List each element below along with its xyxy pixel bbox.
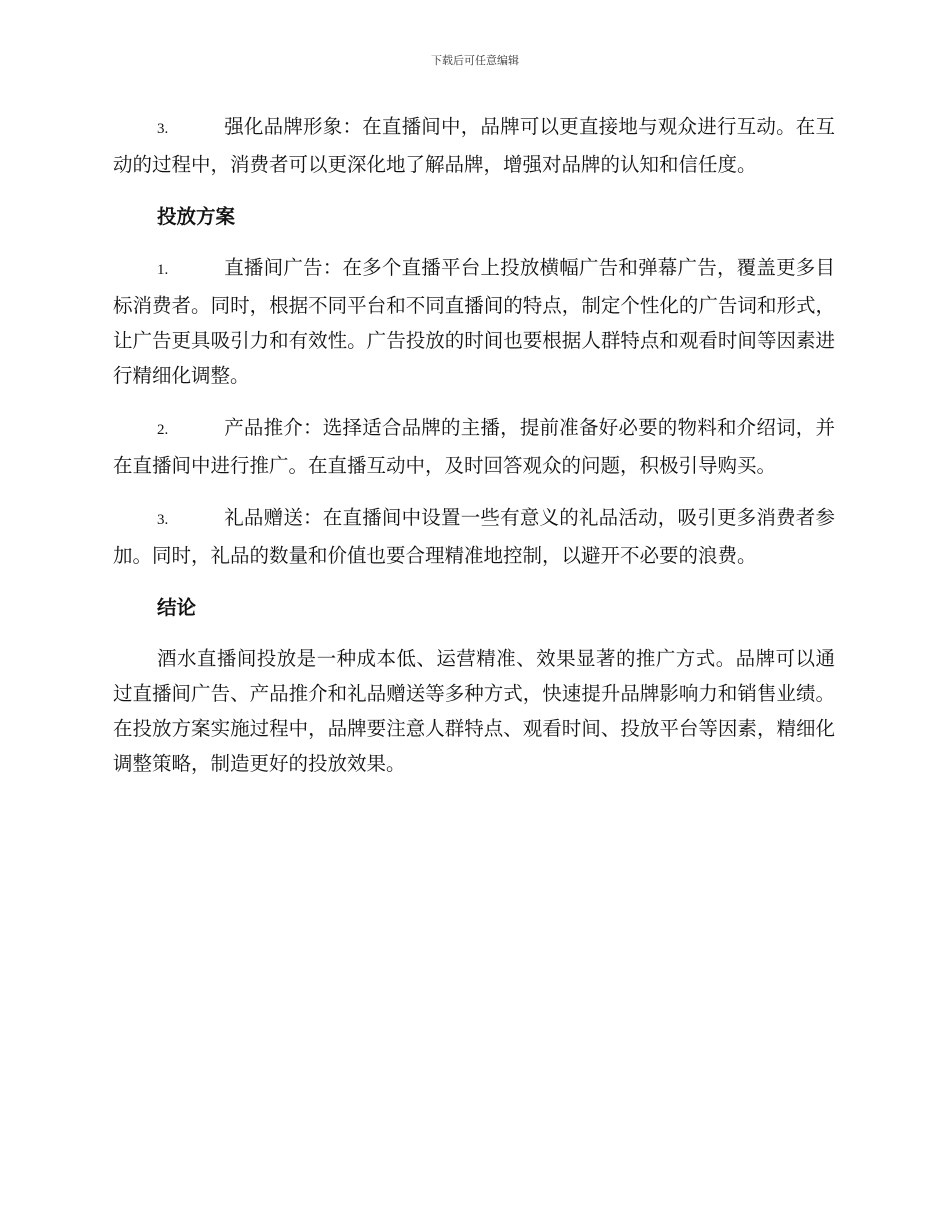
list-number: 1. <box>157 262 169 278</box>
list-item-text: 产品推介：选择适合品牌的主播，提前准备好必要的物料和介绍词，并在直播间中进行推广。在直播互动中，及时回答观众的问题，积极引导购买。 <box>113 416 835 477</box>
list-item-brand-image <box>113 109 835 182</box>
list-number: 3. <box>157 121 169 137</box>
section-heading-plan: 投放方案 <box>157 205 236 228</box>
document-body <box>113 109 835 798</box>
list-item-text: 强化品牌形象：在直播间中，品牌可以更直接地与观众进行互动。在互动的过程中，消费者可以更深化地了解品牌，增强对品牌的认知和信任度。 <box>113 115 835 176</box>
list-item-product-promo <box>113 410 835 483</box>
list-item-live-ads <box>113 250 835 393</box>
list-number: 2. <box>157 422 169 438</box>
list-item-text: 直播间广告：在多个直播平台上投放横幅广告和弹幕广告，覆盖更多目标消费者。同时，根据不同平台和不同直播间的特点，制定个性化的广告词和形式，让广告更具吸引力和有效性。广告投放的时间也要根据人群特点和观看时间等因素进行精细化调整。 <box>113 256 835 387</box>
list-number: 3. <box>157 512 169 528</box>
list-item-gift <box>113 500 835 573</box>
section-heading-conclusion: 结论 <box>157 596 197 619</box>
list-item-text: 礼品赠送：在直播间中设置一些有意义的礼品活动，吸引更多消费者参加。同时，礼品的数量和价值也要合理精准地控制，以避开不必要的浪费。 <box>113 506 835 567</box>
conclusion-paragraph: 酒水直播间投放是一种成本低、运营精准、效果显著的推广方式。品牌可以通过直播间广告、产品推介和礼品赠送等多种方式，快速提升品牌影响力和销售业绩。在投放方案实施过程中，品牌要注意人群特点、观看时间、投放平台等因素，精细化调整策略，制造更好的投放效果。 <box>113 647 835 775</box>
page-header-note: 下载后可任意编辑 <box>431 54 519 67</box>
